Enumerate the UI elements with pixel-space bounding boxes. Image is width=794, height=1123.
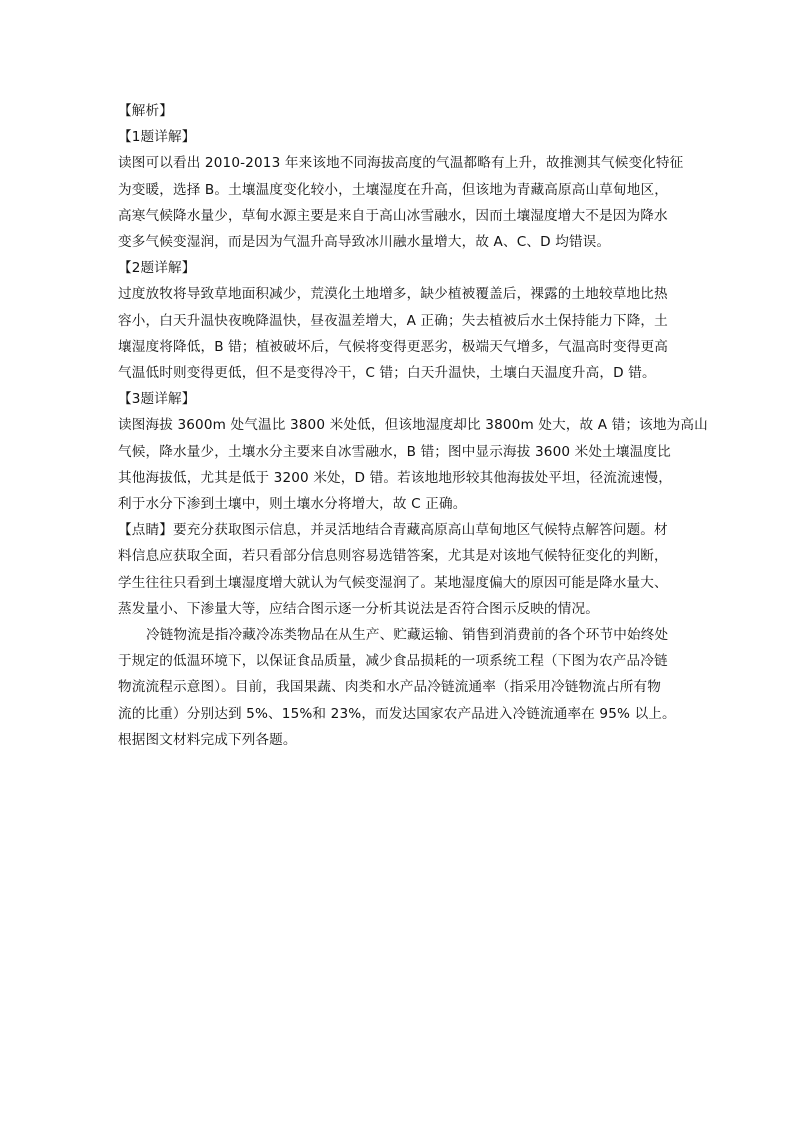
text-line: 【2题详解】: [118, 260, 196, 277]
text-line: 根据图文材料完成下列各题。: [118, 731, 297, 748]
text-line: 流的比重）分别达到 5%、15%和 23%，而发达国家农产品进入冷链流通率在 95% 以上。: [118, 705, 676, 722]
text-line: 【解析】: [118, 103, 173, 119]
text-line: 为变暖，选择 B。土壤温度变化较小，土壤湿度在升高，但该地为青藏高原高山草甸地区，: [118, 181, 668, 198]
text-line: 【1题详解】: [118, 129, 196, 146]
text-line: 学生往往只看到土壤湿度增大就认为气候变湿润了。某地湿度偏大的原因可能是降水量大、: [118, 574, 668, 591]
text-line: 过度放牧将导致草地面积减少，荒漠化土地增多，缺少植被覆盖后，裸露的土地较草地比热: [118, 286, 668, 303]
text-line: 物流流程示意图）。目前，我国果蔬、肉类和水产品冷链流通率（指采用冷链物流占所有物: [118, 679, 661, 696]
text-line: 【点睛】要充分获取图示信息，并灵活地结合青藏高原高山草甸地区气候特点解答问题。材: [118, 522, 668, 539]
text-line: 气候，降水量少，土壤水分主要来自冰雪融水，B 错；图中显示海拔 3600 米处土壤温度比: [118, 443, 671, 460]
text-line: 读图可以看出 2010-2013 年来该地不同海拔高度的气温都略有上升，故推测其气候变化特征: [118, 155, 684, 172]
text-line: 高寒气候降水量少，草甸水源主要是来自于高山冰雪融水，因而土壤湿度增大不是因为降水: [118, 207, 668, 224]
text-line: 变多气候变湿润，而是因为气温升高导致冰川融水量增大，故 A、C、D 均错误。: [118, 234, 611, 251]
text-line: 利于水分下渗到土壤中，则土壤水分将增大，故 C 正确。: [118, 496, 467, 513]
text-line: 读图海拔 3600m 处气温比 3800 米处低，但该地湿度却比 3800m 处大，故 A 错；该地为高山: [118, 417, 708, 434]
text-line: 其他海拔低，尤其是低于 3200 米处，D 错。若该地地形较其他海拔处平坦，径流流速慢，: [118, 469, 672, 486]
text-line: 容小，白天升温快夜晚降温快，昼夜温差增大，A 正确；失去植被后水土保持能力下降，土: [118, 312, 668, 329]
text-line: 壤湿度将降低，B 错；植被破坏后，气候将变得更恶劣，极端天气增多，气温高时变得更高: [118, 338, 668, 355]
text-line: 于规定的低温环境下，以保证食品质量，减少食品损耗的一项系统工程（下图为农产品冷链: [118, 653, 668, 670]
text-line: 蒸发量小、下渗量大等，应结合图示逐一分析其说法是否符合图示反映的情况。: [118, 600, 600, 617]
document-body: [118, 98, 708, 753]
text-line: 气温低时则变得更低，但不是变得冷干，C 错；白天升温快，土壤白天温度升高，D 错。: [118, 365, 656, 382]
text-line: 料信息应获取全面，若只看部分信息则容易选错答案，尤其是对该地气候特征变化的判断，: [118, 548, 668, 565]
text-line: 【3题详解】: [118, 391, 196, 408]
text-line: 冷链物流是指冷藏冷冻类物品在从生产、贮藏运输、销售到消费前的各个环节中始终处: [146, 627, 669, 644]
